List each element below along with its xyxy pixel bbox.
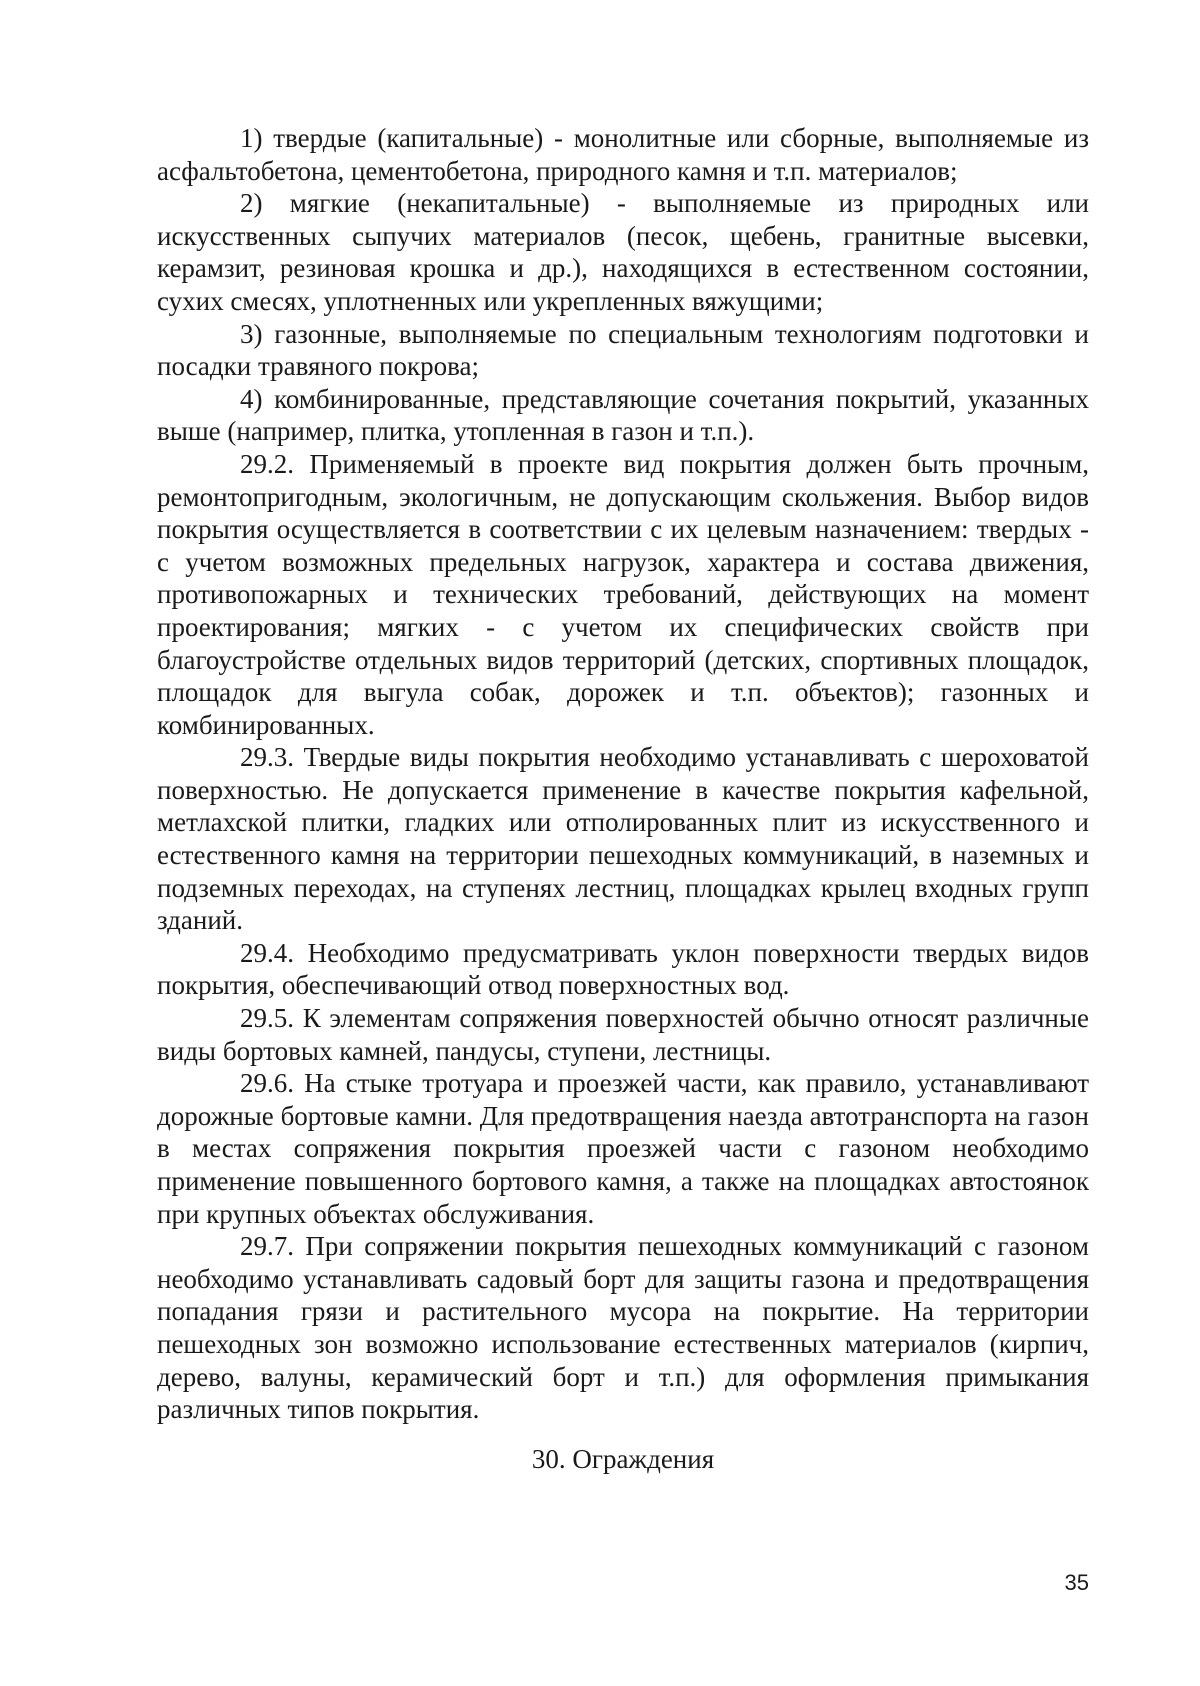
- paragraph-29-2: 29.2. Применяемый в проекте вид покрытия должен быть прочным, ремонтопригодным, экологичным, не допускающим скольжения. Выбор видов покрытия осуществляется в соответствии с их целевым назначением: твердых - с учетом возможных предельных нагрузок, характера и состава движения, противопожарных и технических требований, действующих на момент проектирования; мягких - с учетом их специфических свойств при благоустройстве отдельных видов территорий (детских, спортивных площадок, площадок для выгула собак, дорожек и т.п. объектов); газонных и комбинированных.: [157, 448, 1089, 740]
- body-text: [157, 122, 1089, 1426]
- paragraph-coating-lawn: 3) газонные, выполняемые по специальным технологиям подготовки и посадки травяного покрова;: [157, 318, 1089, 382]
- paragraph-29-7: 29.7. При сопряжении покрытия пешеходных коммуникаций с газоном необходимо устанавливать садовый борт для защиты газона и предотвращения попадания грязи и растительного мусора на покрытие. На территории пешеходных зон возможно использование естественных материалов (кирпич, дерево, валуны, керамический борт и т.п.) для оформления примыкания различных типов покрытия.: [157, 1231, 1089, 1425]
- paragraph-coating-hard: 1) твердые (капитальные) - монолитные или сборные, выполняемые из асфальтобетона, цементобетона, природного камня и т.п. материалов;: [157, 123, 1089, 186]
- paragraph-29-3: 29.3. Твердые виды покрытия необходимо устанавливать с шероховатой поверхностью. Не допускается применение в качестве покрытия кафельной, метлахской плитки, гладких или отполированных плит из искусственного и естественного камня на территории пешеходных коммуникаций, в наземных и подземных переходах, на ступенях лестниц, площадках крылец входных групп зданий.: [157, 742, 1089, 936]
- paragraph-29-4: 29.4. Необходимо предусматривать уклон поверхности твердых видов покрытия, обеспечивающий отвод поверхностных вод.: [157, 937, 1089, 1001]
- paragraph-29-6: 29.6. На стыке тротуара и проезжей части, как правило, устанавливают дорожные бортовые камни. Для предотвращения наезда автотранспорта на газон в местах сопряжения покрытия проезжей части с газоном необходимо применение повышенного бортового камня, а также на площадках автостоянок при крупных объектах обслуживания.: [157, 1068, 1089, 1229]
- paragraph-coating-combined: 4) комбинированные, представляющие сочетания покрытий, указанных выше (например, плитка, утопленная в газон и т.п.).: [157, 383, 1089, 447]
- paragraph-coating-soft: 2) мягкие (некапитальные) - выполняемые из природных или искусственных сыпучих материалов (песок, щебень, гранитные высевки, керамзит, резиновая крошка и др.), находящихся в естественном состоянии, сухих смесях, уплотненных или укрепленных вяжущими;: [157, 188, 1089, 316]
- page-number: 35: [1064, 1570, 1089, 1595]
- paragraph-29-5: 29.5. К элементам сопряжения поверхностей обычно относят различные виды бортовых камней, пандусы, ступени, лестницы.: [157, 1003, 1089, 1066]
- section-heading: 30. Ограждения: [531, 1444, 715, 1474]
